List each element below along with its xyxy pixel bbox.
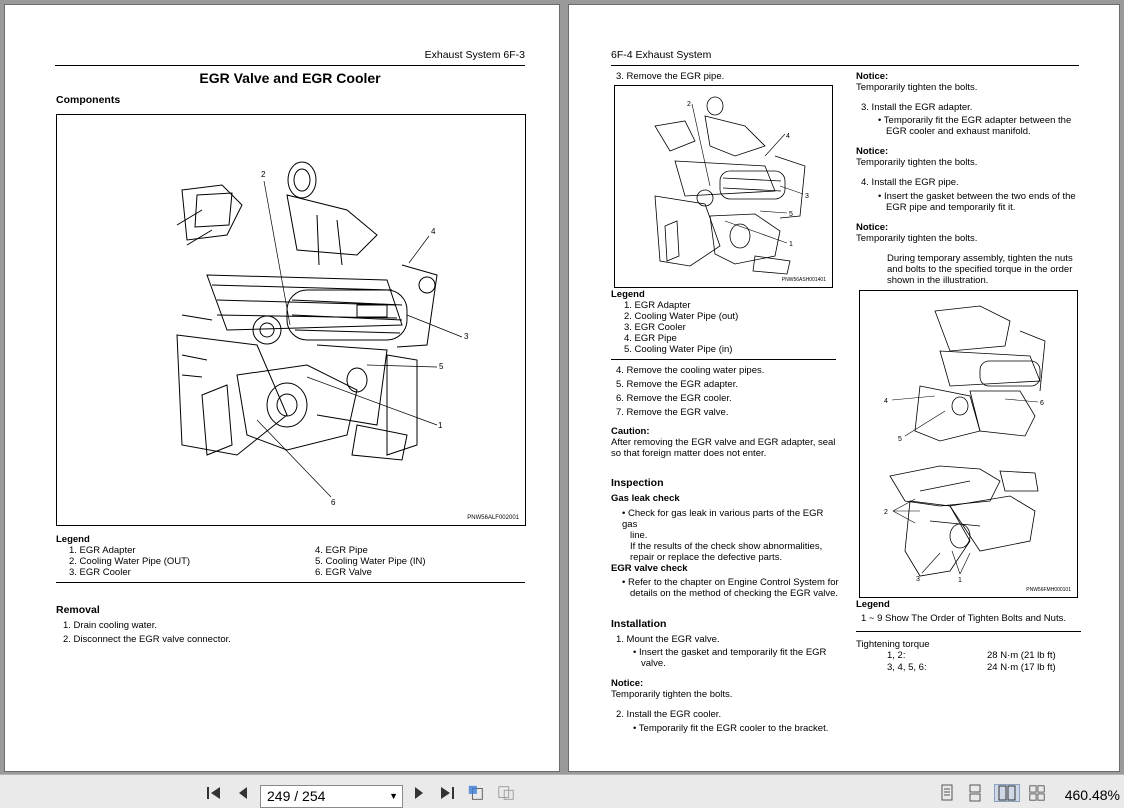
step: 5. Remove the EGR adapter. bbox=[616, 379, 738, 390]
legend-item: 2. Cooling Water Pipe (OUT) bbox=[69, 556, 191, 567]
legend-item: 1. EGR Adapter bbox=[69, 545, 136, 556]
last-page-button[interactable] bbox=[438, 784, 456, 802]
torque-value: 24 N·m (17 lb ft) bbox=[987, 662, 1056, 673]
notice-text: Temporarily tighten the bolts. bbox=[856, 157, 978, 168]
install-step-3-text bbox=[878, 115, 1071, 137]
install-step-4-text bbox=[878, 191, 1076, 213]
single-page-icon bbox=[939, 784, 955, 802]
temp-assembly-text bbox=[887, 253, 1073, 286]
text-line: • Check for gas leak in various parts of the EGR gas bbox=[622, 508, 824, 530]
notice-text: Temporarily tighten the bolts. bbox=[856, 233, 978, 244]
continuous-facing-view-button[interactable] bbox=[1028, 784, 1046, 802]
text-line: EGR pipe and temporarily fit it. bbox=[886, 202, 1016, 213]
text-line: EGR cooler and exhaust manifold. bbox=[886, 126, 1031, 137]
notice-label: Notice: bbox=[856, 146, 889, 157]
page-header: Exhaust System 6F-3 bbox=[424, 49, 525, 61]
chevron-down-icon[interactable]: ▼ bbox=[389, 791, 398, 801]
text-line: and bolts to the specified torque in the order bbox=[887, 264, 1073, 275]
facing-pages-icon bbox=[997, 784, 1017, 802]
continuous-view-button[interactable] bbox=[966, 784, 984, 802]
torque-label: 3, 4, 5, 6: bbox=[887, 662, 927, 673]
page-6f-4 bbox=[568, 4, 1120, 772]
first-page-icon bbox=[205, 785, 223, 801]
legend-item: 2. Cooling Water Pipe (out) bbox=[624, 311, 739, 322]
removal-steps-4-7 bbox=[616, 365, 764, 418]
callout-2: 2 bbox=[687, 101, 691, 108]
callout-3: 3 bbox=[464, 332, 469, 341]
legend-heading: Legend bbox=[56, 534, 90, 545]
callout-2: 2 bbox=[261, 170, 266, 179]
notice-label: Notice: bbox=[611, 678, 644, 689]
install-step-2-text: • Temporarily fit the EGR cooler to the bracket. bbox=[633, 723, 829, 734]
facing-view-button[interactable] bbox=[994, 784, 1020, 802]
legend-heading: Legend bbox=[856, 599, 890, 610]
callout-1: 1 bbox=[789, 241, 793, 248]
legend-item: 5. Cooling Water Pipe (IN) bbox=[315, 556, 426, 567]
figure-code: PNW56ASH001401 bbox=[781, 277, 826, 283]
tightening-order-illustration bbox=[860, 291, 1079, 599]
removal-steps bbox=[63, 620, 231, 645]
legend-column-1 bbox=[69, 545, 190, 578]
callout-5: 5 bbox=[789, 211, 793, 218]
text-line: details on the method of checking the EGR valve. bbox=[630, 588, 839, 599]
installation-heading: Installation bbox=[611, 618, 667, 630]
figure-code: PNW56FMH000101 bbox=[1026, 587, 1071, 593]
removal-heading: Removal bbox=[56, 604, 100, 616]
callout-3: 3 bbox=[805, 193, 809, 200]
viewer-toolbar bbox=[0, 774, 1124, 808]
legend-item: 3. EGR Cooler bbox=[69, 567, 131, 578]
install-step-1: 1. Mount the EGR valve. bbox=[616, 634, 720, 645]
text-line: • Insert the gasket between the two ends of the bbox=[878, 191, 1076, 202]
text-line: During temporary assembly, tighten the nuts bbox=[887, 253, 1073, 264]
next-view-button[interactable] bbox=[497, 784, 515, 802]
legend-list bbox=[624, 300, 738, 355]
tightening-order-figure bbox=[859, 290, 1078, 598]
continuous-facing-icon bbox=[1028, 784, 1046, 802]
legend-item: 6. EGR Valve bbox=[315, 567, 372, 578]
text-line: shown in the illustration. bbox=[887, 275, 989, 286]
callout-1: 1 bbox=[438, 421, 443, 430]
text-line: • Insert the gasket and temporarily fit the EGR bbox=[633, 647, 827, 658]
callout-4: 4 bbox=[786, 133, 790, 140]
page-header: 6F-4 Exhaust System bbox=[611, 49, 712, 61]
text-line: • Temporarily fit the EGR adapter between the bbox=[878, 115, 1072, 126]
gas-leak-text bbox=[622, 508, 836, 563]
egr-valve-check-text bbox=[622, 577, 839, 599]
legend-item: 1 ~ 9 Show The Order of Tighten Bolts and Nuts. bbox=[861, 613, 1066, 624]
caution-text bbox=[611, 437, 835, 459]
legend-item: 5. Cooling Water Pipe (in) bbox=[624, 344, 733, 355]
callout-3: 3 bbox=[916, 576, 920, 583]
callout-1: 1 bbox=[958, 577, 962, 584]
next-view-icon bbox=[497, 784, 515, 802]
text-line: repair or replace the defective parts. bbox=[630, 552, 783, 563]
continuous-page-icon bbox=[967, 784, 983, 802]
notice-label: Notice: bbox=[856, 71, 889, 82]
figure-code: PNW56ALF002001 bbox=[467, 515, 519, 521]
egr-pipe-figure bbox=[614, 85, 833, 288]
notice-label: Notice: bbox=[856, 222, 889, 233]
egr-valve-check-heading: EGR valve check bbox=[611, 563, 688, 574]
zoom-level[interactable]: 460.48% bbox=[1064, 787, 1120, 803]
install-step-2: 2. Install the EGR cooler. bbox=[616, 709, 722, 720]
notice-text: Temporarily tighten the bolts. bbox=[856, 82, 978, 93]
callout-4: 4 bbox=[431, 227, 436, 236]
callout-5: 5 bbox=[439, 362, 444, 371]
torque-value: 28 N·m (21 lb ft) bbox=[987, 650, 1056, 661]
page-number-field[interactable] bbox=[260, 785, 403, 808]
previous-view-button[interactable] bbox=[467, 784, 485, 802]
components-figure bbox=[56, 114, 526, 526]
previous-page-icon bbox=[236, 785, 250, 801]
page-6f-3 bbox=[4, 4, 560, 772]
gas-leak-heading: Gas leak check bbox=[611, 493, 680, 504]
notice-text: Temporarily tighten the bolts. bbox=[611, 689, 733, 700]
install-step-3: 3. Install the EGR adapter. bbox=[861, 102, 973, 113]
last-page-icon bbox=[438, 785, 456, 801]
callout-6: 6 bbox=[331, 498, 336, 507]
section-title: EGR Valve and EGR Cooler bbox=[199, 70, 381, 86]
legend-item: 4. EGR Pipe bbox=[315, 545, 368, 556]
previous-view-icon bbox=[467, 784, 485, 802]
text-line: • Refer to the chapter on Engine Control System for bbox=[622, 577, 839, 588]
egr-pipe-illustration bbox=[615, 86, 834, 289]
callout-5: 5 bbox=[898, 436, 902, 443]
single-page-view-button[interactable] bbox=[938, 784, 956, 802]
previous-page-button[interactable] bbox=[234, 784, 252, 802]
step: 7. Remove the EGR valve. bbox=[616, 407, 729, 418]
removal-step: 2. Disconnect the EGR valve connector. bbox=[63, 634, 231, 645]
legend-column-2 bbox=[315, 545, 426, 578]
caution-label: Caution: bbox=[611, 426, 650, 437]
step: 6. Remove the EGR cooler. bbox=[616, 393, 732, 404]
removal-step: 1. Drain cooling water. bbox=[63, 620, 157, 631]
text-line: If the results of the check show abnormalities, bbox=[630, 541, 823, 552]
callout-4: 4 bbox=[884, 398, 888, 405]
page-indicator: 249 / 254 bbox=[267, 788, 326, 804]
text-line: line. bbox=[630, 530, 648, 541]
torque-label: 1, 2: bbox=[887, 650, 906, 661]
install-step-4: 4. Install the EGR pipe. bbox=[861, 177, 959, 188]
install-step-1-text bbox=[633, 647, 826, 669]
tightening-torque-heading: Tightening torque bbox=[856, 639, 930, 650]
caution-line: After removing the EGR valve and EGR adapter, seal bbox=[611, 437, 836, 448]
legend-item: 4. EGR Pipe bbox=[624, 333, 677, 344]
legend-heading: Legend bbox=[611, 289, 645, 300]
engine-illustration bbox=[57, 115, 527, 527]
callout-2: 2 bbox=[884, 509, 888, 516]
text-line: valve. bbox=[641, 658, 666, 669]
callout-6: 6 bbox=[1040, 400, 1044, 407]
first-page-button[interactable] bbox=[205, 784, 223, 802]
components-heading: Components bbox=[56, 94, 121, 106]
next-page-button[interactable] bbox=[410, 784, 428, 802]
step: 4. Remove the cooling water pipes. bbox=[616, 365, 765, 376]
caution-line: so that foreign matter does not enter. bbox=[611, 448, 767, 459]
step-3: 3. Remove the EGR pipe. bbox=[616, 71, 725, 82]
legend-item: 3. EGR Cooler bbox=[624, 322, 686, 333]
inspection-heading: Inspection bbox=[611, 477, 664, 489]
next-page-icon bbox=[412, 785, 426, 801]
legend-item: 1. EGR Adapter bbox=[624, 300, 691, 311]
